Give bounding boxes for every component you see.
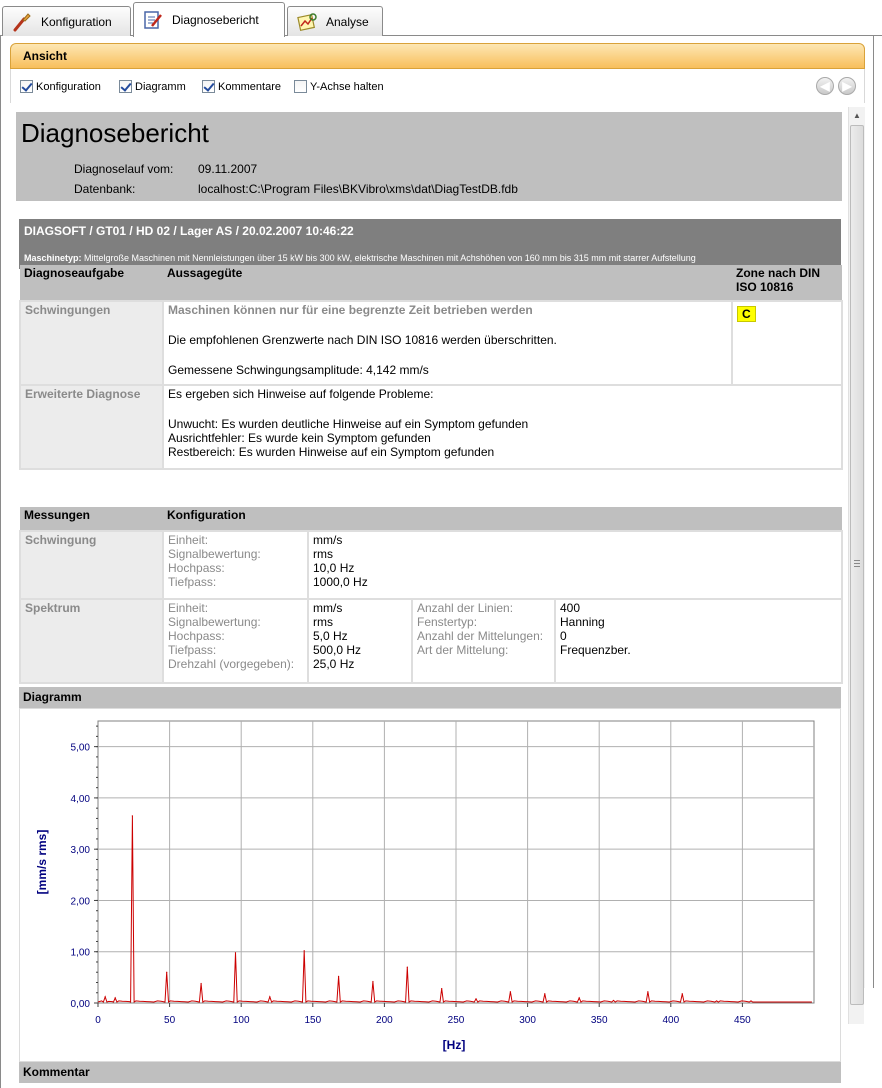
spectrum-keys (163, 599, 308, 683)
y-tick-label: 4,00 (70, 793, 90, 805)
checkbox-box[interactable] (119, 80, 132, 93)
row-label-erweiterte-diagnose: Erweiterte Diagnose (20, 385, 163, 469)
tab-bar (0, 0, 882, 36)
spectrum-peak-point (475, 998, 476, 999)
comment-section-header: Kommentar (19, 1062, 841, 1083)
col-diagnoseaufgabe: Diagnoseaufgabe (20, 265, 163, 301)
tab-label: Konfiguration (41, 14, 112, 29)
ext-line-1: Unwucht: Es wurden deutliche Hinweise auf ein Symptom gefunden (168, 417, 529, 431)
spectrum-peak-point (613, 1000, 614, 1001)
ext-line-2: Ausrichtfehler: Es wurde kein Symptom gefunden (168, 431, 431, 445)
x-tick-label: 150 (304, 1015, 322, 1026)
checkbox-box[interactable] (294, 80, 307, 93)
y-tick-label: 3,00 (70, 845, 90, 857)
spectrum-peak-point (407, 967, 408, 968)
x-tick-label: 0 (95, 1015, 101, 1026)
spectrum-peak-point (372, 981, 373, 982)
col-zone (732, 265, 842, 301)
value: 1000,0 Hz (313, 575, 368, 589)
value: Hanning (560, 615, 605, 629)
checkbox-diagramm[interactable] (119, 80, 186, 93)
arrow-right-icon: ▶ (842, 79, 852, 93)
y-tick-label: 5,00 (70, 742, 90, 754)
key: Drehzahl (vorgegeben): (168, 657, 295, 671)
key: Einheit: (168, 533, 209, 547)
key: Anzahl der Mittelungen: (417, 629, 544, 643)
arrow-left-icon: ◀ (820, 79, 830, 93)
nav-back-button[interactable] (816, 77, 834, 95)
key: Signalbewertung: (168, 615, 261, 629)
checkbox-label: Diagramm (135, 80, 186, 93)
y-axis-label: [mm/s rms] (35, 829, 49, 895)
vibration-headline: Maschinen können nur für eine begrenzte Zeit betrieben werden (168, 303, 533, 317)
y-tick-label: 0,00 (70, 999, 90, 1010)
checkbox-label: Konfiguration (36, 80, 101, 93)
key: Signalbewertung: (168, 547, 261, 561)
x-tick-label: 400 (662, 1015, 680, 1026)
machine-type (24, 253, 696, 263)
spectrum-peak-point (166, 972, 167, 973)
spectrum-peak-point (510, 991, 511, 992)
col-zone-line2: ISO 10816 (736, 280, 794, 294)
measurement-table (19, 507, 843, 684)
ext-line-0: Es ergeben sich Hinweise auf folgende Probleme: (168, 387, 434, 401)
value: 400 (560, 601, 581, 615)
zone-badge: C (737, 306, 756, 322)
run-date-label: Diagnoselauf vom: (74, 162, 174, 176)
checkbox-kommentare[interactable] (202, 80, 281, 93)
spectrum-peak-point (269, 996, 270, 997)
col-aussageguete: Aussagegüte (163, 265, 732, 301)
spectrum-peak-point (132, 815, 133, 816)
row-label-schwingung: Schwingung (20, 531, 163, 599)
key: Hochpass: (168, 629, 225, 643)
frame-corner (864, 988, 874, 1088)
row-label-spektrum: Spektrum (20, 599, 163, 683)
key: Tiefpass: (168, 575, 217, 589)
value: Frequenzber. (560, 643, 631, 657)
report-icon (142, 9, 164, 31)
scrollbar-thumb[interactable] (850, 125, 864, 1005)
spectrum-peak-point (304, 950, 305, 951)
value: mm/s (313, 533, 343, 547)
spectrum-peak-point (338, 976, 339, 977)
machine-bar (19, 219, 841, 269)
extended-diagnosis (163, 385, 842, 469)
row-label-schwingungen: Schwingungen (20, 301, 163, 385)
spectrum-peak-point (441, 988, 442, 989)
checkbox-y-achse-halten[interactable] (294, 80, 384, 93)
view-toolbar (10, 69, 865, 103)
scroll-up-icon[interactable]: ▲ (853, 111, 861, 120)
key: Fenstertyp: (417, 615, 478, 629)
col-konfiguration: Konfiguration (163, 507, 842, 531)
ext-line-3: Restbereich: Es wurden Hinweise auf ein Symptom gefunden (168, 445, 495, 459)
vibration-line-1: Die empfohlenen Grenzwerte nach DIN ISO 10816 werden überschritten. (168, 333, 557, 347)
spectrum-peak-point (579, 997, 580, 998)
checkbox-box[interactable] (20, 80, 33, 93)
tab-diagnosebericht[interactable] (133, 2, 285, 37)
spectrum-values-2 (555, 599, 842, 683)
report-header (16, 112, 842, 201)
spectrum-peak-point (544, 993, 545, 994)
key: Art der Mittelung: (417, 643, 509, 657)
machine-type-label: Maschinetyp: (24, 253, 82, 263)
value: rms (313, 547, 333, 561)
value: rms (313, 615, 333, 629)
main-frame (0, 36, 874, 1088)
analysis-icon (296, 11, 318, 33)
machine-title: DIAGSOFT / GT01 / HD 02 / Lager AS / 20.02.2007 10:46:22 (24, 224, 354, 238)
spectrum-values (308, 599, 412, 683)
x-tick-label: 450 (734, 1015, 751, 1026)
spectrum-peak-point (115, 997, 116, 998)
spectrum-peak-point (682, 993, 683, 994)
key: Tiefpass: (168, 643, 217, 657)
nav-forward-button[interactable] (838, 77, 856, 95)
value: 0 (560, 629, 567, 643)
tab-analyse[interactable] (287, 6, 383, 36)
col-zone-line1: Zone nach DIN (736, 266, 821, 280)
panel-header: Ansicht (10, 43, 865, 69)
vibration-assessment (163, 301, 732, 385)
spectrum-peak-point (201, 983, 202, 984)
vertical-scrollbar[interactable] (848, 107, 865, 1024)
database-label: Datenbank: (74, 182, 136, 196)
spectrum-peak-point (716, 1000, 717, 1001)
spectrum-keys-2 (412, 599, 555, 683)
machine-type-value: Mittelgroße Maschinen mit Nennleistungen über 15 kW bis 300 kW, elektrische Maschinen mit Achshöhen von 160 mm bis 315 mm mit starrer Aufstellung (84, 253, 696, 263)
tab-konfiguration[interactable] (2, 6, 131, 36)
diagnosis-table (19, 265, 843, 470)
diagram-section-header: Diagramm (19, 687, 841, 708)
checkbox-konfiguration[interactable] (20, 80, 101, 93)
key: Anzahl der Linien: (417, 601, 514, 615)
zone-cell (732, 301, 842, 385)
checkbox-label: Kommentare (218, 80, 281, 93)
key: Hochpass: (168, 561, 225, 575)
value: mm/s (313, 601, 343, 615)
spectrum-chart (19, 708, 841, 1062)
vibration-line-2: Gemessene Schwingungsamplitude: 4,142 mm/s (168, 363, 429, 377)
col-messungen: Messungen (20, 507, 163, 531)
x-tick-label: 50 (164, 1015, 176, 1026)
value: 10,0 Hz (313, 561, 355, 575)
value: 5,0 Hz (313, 629, 348, 643)
y-tick-label: 1,00 (70, 947, 90, 959)
tab-label: Analyse (326, 14, 369, 29)
spectrum-peak-point (750, 1000, 751, 1001)
checkbox-label: Y-Achse halten (310, 80, 384, 93)
database-value: localhost:C:\Program Files\BKVibro\xms\dat\DiagTestDB.fdb (198, 182, 518, 196)
grip-icon (854, 560, 860, 567)
spectrum-chart-svg (20, 709, 840, 1061)
vibration-values (308, 531, 842, 599)
x-tick-label: 300 (519, 1015, 536, 1026)
key: Einheit: (168, 601, 209, 615)
value: 500,0 Hz (313, 643, 362, 657)
x-tick-label: 350 (590, 1015, 608, 1026)
x-tick-label: 100 (232, 1015, 250, 1026)
x-axis-label: [Hz] (442, 1038, 466, 1052)
checkbox-box[interactable] (202, 80, 215, 93)
spectrum-peak-point (235, 952, 236, 953)
run-date-value: 09.11.2007 (198, 162, 258, 176)
spectrum-peak-point (105, 996, 106, 997)
x-tick-label: 250 (447, 1015, 465, 1026)
value: 25,0 Hz (313, 657, 355, 671)
y-tick-label: 2,00 (70, 896, 90, 908)
report-title: Diagnosebericht (21, 118, 209, 148)
spectrum-peak-point (647, 991, 648, 992)
x-tick-label: 200 (376, 1015, 393, 1026)
vibration-keys (163, 531, 308, 599)
report-content (10, 107, 848, 1088)
tab-label: Diagnosebericht (172, 13, 259, 27)
wrench-icon (11, 11, 33, 33)
